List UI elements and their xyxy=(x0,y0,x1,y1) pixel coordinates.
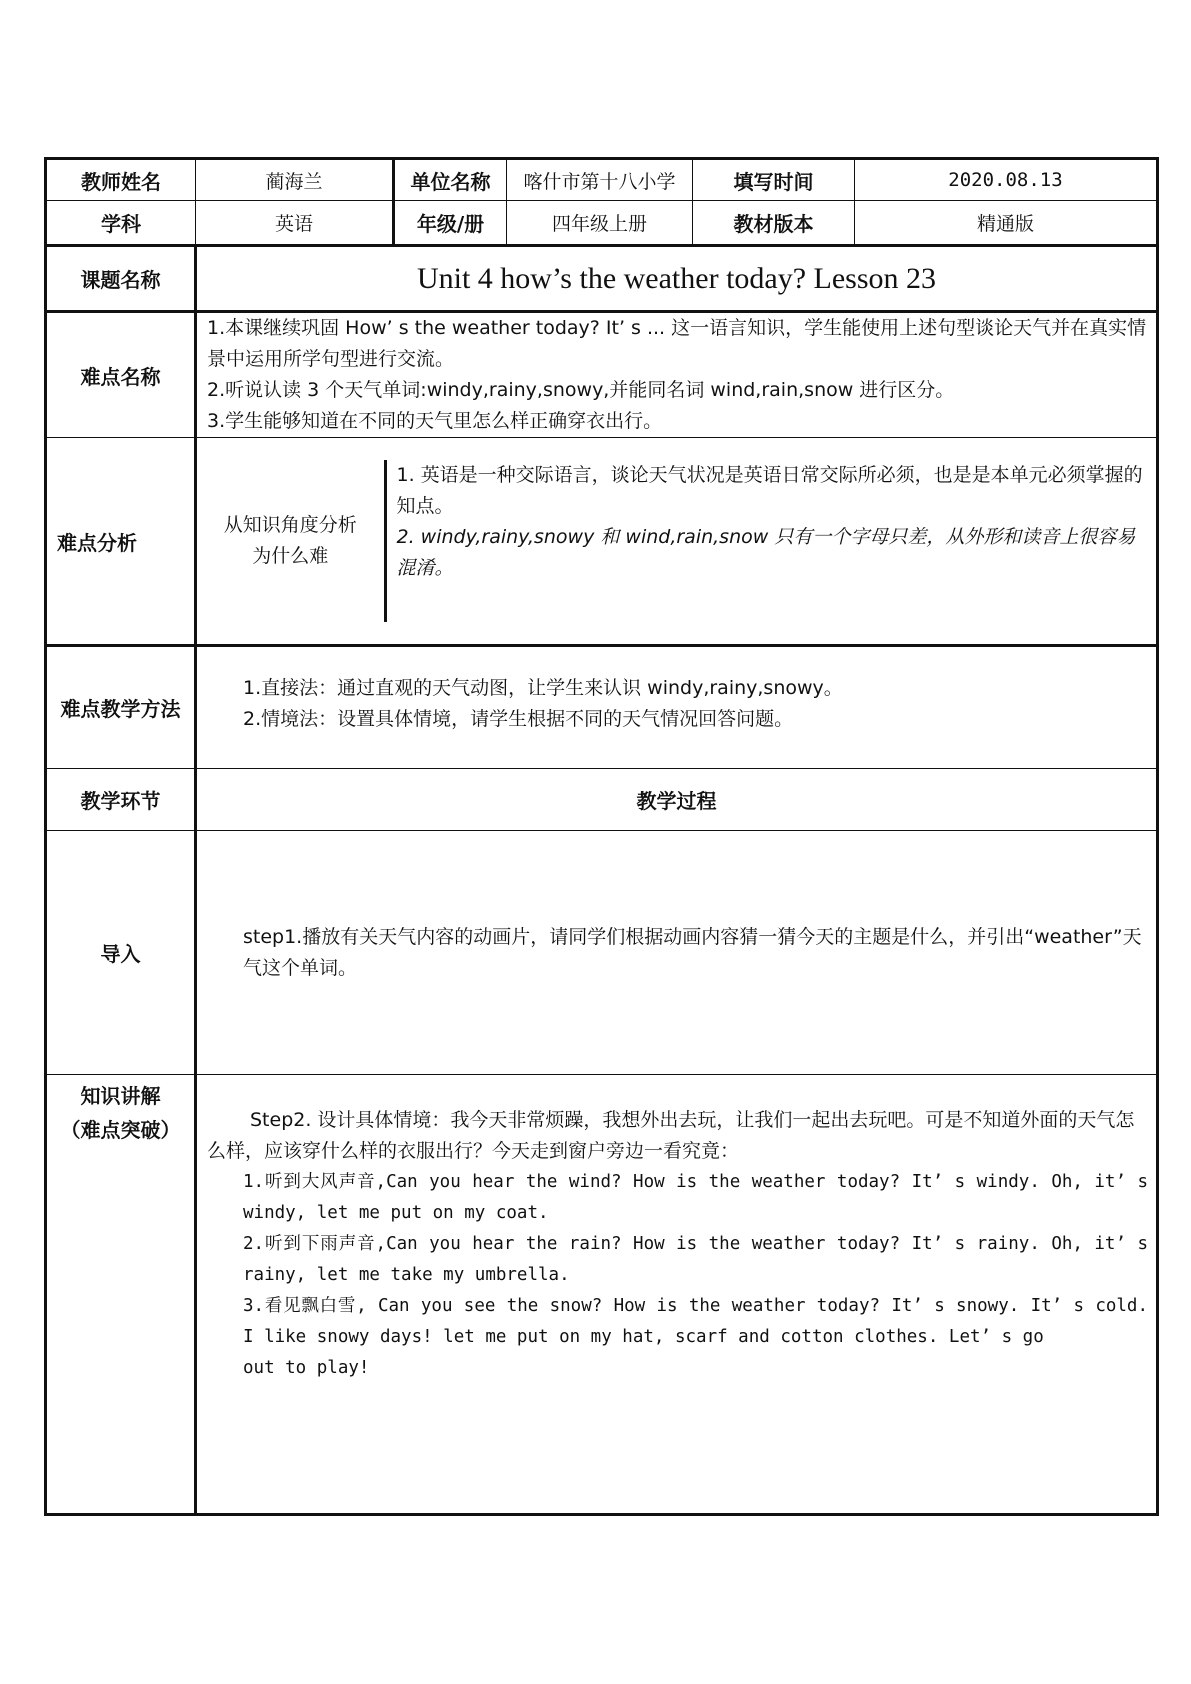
knowledge-row xyxy=(46,1075,1158,1515)
knowledge-label-line-1: 知识讲解 xyxy=(80,1084,161,1108)
difficulty-line-3: 3.学生能够知道在不同的天气里怎么样正确穿衣出行。 xyxy=(207,410,663,432)
topic-label: 课题名称 xyxy=(46,246,196,312)
knowledge-item-2: 2.听到下雨声音,Can you hear the rain? How is the weather today? It’ s rainy. Oh, it’ s rainy, let me take my umbrella. xyxy=(243,1234,1148,1285)
analysis-sub-label: 从知识角度分析为什么难 xyxy=(197,460,385,622)
knowledge-content xyxy=(196,1075,1158,1515)
date-label: 填写时间 xyxy=(693,159,855,201)
analysis-row xyxy=(46,438,1158,646)
lesson-plan-table xyxy=(44,157,1159,1516)
subject-label: 学科 xyxy=(46,201,196,246)
unit-value: 喀什市第十八小学 xyxy=(507,159,693,201)
method-content xyxy=(196,646,1158,769)
teacher-label: 教师姓名 xyxy=(46,159,196,201)
method-label: 难点教学方法 xyxy=(46,646,196,769)
grade-value: 四年级上册 xyxy=(507,201,693,246)
header-row-1 xyxy=(46,159,1158,201)
section-left-header: 教学环节 xyxy=(46,769,196,831)
edition-value: 精通版 xyxy=(855,201,1158,246)
knowledge-item-1: 1.听到大风声音,Can you hear the wind? How is the weather today? It’ s windy. Oh, it’ s windy, let me put on my coat. xyxy=(243,1172,1148,1223)
analysis-content xyxy=(196,438,1158,646)
topic-row xyxy=(46,246,1158,312)
intro-row xyxy=(46,831,1158,1075)
knowledge-step: Step2. 设计具体情境：我今天非常烦躁，我想外出去玩，让我们一起出去玩吧。可是不知道外面的天气怎么样，应该穿什么样的衣服出行？今天走到窗户旁边一看究竟： xyxy=(207,1109,1135,1162)
intro-label: 导入 xyxy=(46,831,196,1075)
difficulty-line-2: 2.听说认读 3 个天气单词:windy,rainy,snowy,并能同名词 wind,rain,snow 进行区分。 xyxy=(207,379,955,401)
analysis-text xyxy=(385,460,1156,622)
topic-title: Unit 4 how’s the weather today? Lesson 23 xyxy=(196,246,1158,312)
knowledge-label xyxy=(46,1075,196,1515)
difficulty-label: 难点名称 xyxy=(46,312,196,438)
grade-label: 年级/册 xyxy=(394,201,507,246)
analysis-inner-table xyxy=(197,460,1156,622)
knowledge-label-line-2: （难点突破） xyxy=(60,1118,181,1142)
subject-value: 英语 xyxy=(196,201,394,246)
edition-label: 教材版本 xyxy=(693,201,855,246)
header-row-2 xyxy=(46,201,1158,246)
analysis-line-1: 1. 英语是一种交际语言，谈论天气状况是英语日常交际所必须，也是是本单元必须掌握的知点。 xyxy=(396,464,1143,517)
unit-label: 单位名称 xyxy=(394,159,507,201)
difficulty-content xyxy=(196,312,1158,438)
difficulty-line-1: 1.本课继续巩固 How’ s the weather today? It’ s ... 这一语言知识，学生能使用上述句型谈论天气并在真实情景中运用所学句型进行交流。 xyxy=(207,317,1147,370)
teacher-value: 蔺海兰 xyxy=(196,159,394,201)
intro-content xyxy=(196,831,1158,1075)
method-line-2: 2.情境法：设置具体情境，请学生根据不同的天气情况回答问题。 xyxy=(243,707,794,730)
intro-text: step1.播放有关天气内容的动画片，请同学们根据动画内容猜一猜今天的主题是什么，并引出“weather”天气这个单词。 xyxy=(243,925,1142,979)
date-value: 2020.08.13 xyxy=(855,159,1158,201)
section-header-row xyxy=(46,769,1158,831)
difficulty-row xyxy=(46,312,1158,438)
analysis-label: 难点分析 xyxy=(46,438,196,646)
section-right-header: 教学过程 xyxy=(196,769,1158,831)
knowledge-item-3: 3.看见飘白雪, Can you see the snow? How is the weather today? It’ s snowy. It’ s cold. I like snowy days! let me put on my hat, scarf and cotton clothes. Let’ s go xyxy=(243,1296,1148,1347)
analysis-line-2: 2. windy,rainy,snowy 和 wind,rain,snow 只有一个字母只差，从外形和读音上很容易混淆。 xyxy=(396,526,1136,579)
knowledge-item-4: out to play! xyxy=(243,1358,370,1378)
method-line-1: 1.直接法：通过直观的天气动图，让学生来认识 windy,rainy,snowy。 xyxy=(243,676,843,699)
method-row xyxy=(46,646,1158,769)
